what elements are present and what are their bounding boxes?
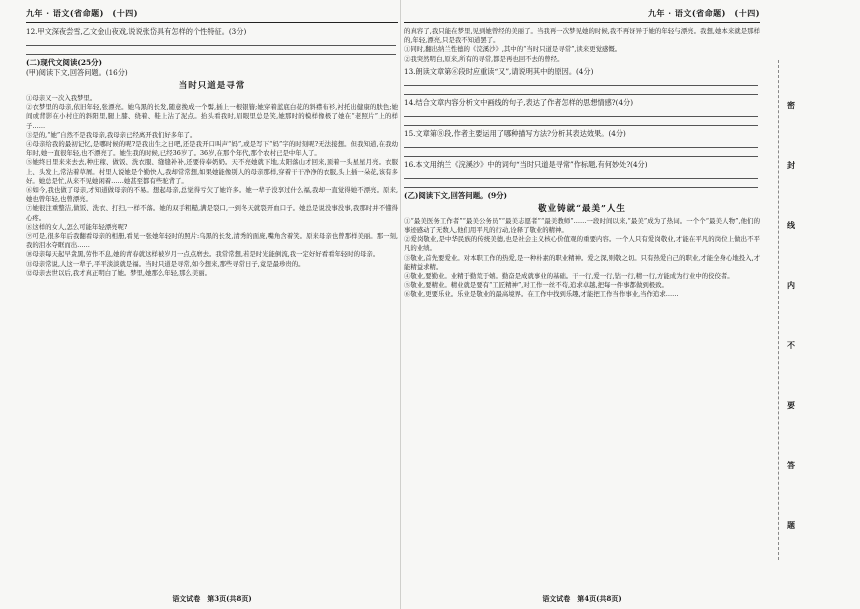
essay-paragraph: ⑪母亲常说,人这一辈子,平平淡淡就是福。当时只道是寻常,如今想来,那些寻常日子,竟是最珍贵的。 [26,259,305,268]
question-16: 16.本文用纳兰《浣溪沙》中的词句“当时只道是寻常”作标题,有何妙处?(4分) [404,159,648,169]
essay-paragraph: ⑥如今,我也做了母亲,才知道做母亲的不易。想起母亲,总觉得亏欠了她许多。她一辈子没享过什么福,我却一直觉得她不漂亮。原来,她也曾年轻,也曾漂亮。 [26,186,398,204]
sub-instruction: (甲)阅读下文,回答问题。(16分) [26,68,128,77]
left-page [26,8,398,604]
question-13: 13.朗读文章第⑥段时应重读“又”,请说明其中的原因。(4分) [404,66,594,76]
seal-char: 密 [787,100,795,110]
answer-line[interactable] [404,170,758,179]
essay2-title: 敬业铸就“最美”人生 [538,203,626,214]
essay2-paragraph: ①“最美医务工作者”“最美公务员”“最美志愿者”“最美教师”……一段时间以来,“最美”成为了热词。一个个“最美人物”,他们的事迹感动了无数人,他们用平凡的行动,诠释了敬业的精神。 [404,216,760,235]
seal-line-margin [778,60,800,560]
seal-char: 封 [787,160,795,170]
answer-line[interactable] [404,179,758,188]
answer-line[interactable] [404,139,758,148]
seal-char: 答 [787,460,795,470]
essay-paragraph: ⑦她很注重整洁,做饭、洗衣、打扫,一样不落。她的双手粗糙,满是裂口,一到冬天就裂开血口子。她总是说没事没事,我那时并不懂得心疼。 [26,204,398,222]
right-page [404,8,760,604]
essay-paragraph: ③是的,“她”自然不是我母亲,我母亲已经离开我们好多年了。 [26,130,197,139]
header-rule [404,22,760,23]
seal-char: 线 [787,220,795,230]
answer-line[interactable] [404,108,758,117]
essay-paragraph: ⑫母亲去世以后,我才真正明白了她。梦里,她那么年轻,那么美丽。 [26,268,212,277]
seal-char: 不 [787,340,795,350]
essay-paragraph: ①母亲又一次入我梦里。 [26,94,97,102]
continuation-paragraph: 的真容了,我只能在梦里,见到她曾经的美丽了。当我再一次梦见她的时候,我不再讶异于她的年轻与漂亮。我想,她本来就是那样的,年轻,漂亮,只是我不知道罢了。 [404,27,760,45]
essay-paragraph: ⑤她终日里来来去去,种庄稼、做饭、洗衣服、缝缝补补,还要侍奉奶奶。天不亮她就下地,太阳落山才回来,顶着一头星星月亮。衣服上、头发上,常沾着草屑。村里人说她是个勤快人,我却常常想,如果她能像别人的母亲那样,穿着干干净净的衣服,头上插一朵花,该有多好。她总是忙,从来不见她闲着……她甚至都有些驼背了。 [26,158,398,185]
continuation-paragraph: ②我突然明白,原来,所有的寻常,都是再也回不去的曾经。 [404,54,564,63]
question-15: 15.文章第⑧段,作者主要运用了哪种描写方法?分析其表达效果。(4分) [404,128,626,138]
seal-char: 内 [787,280,795,290]
answer-line[interactable] [404,117,758,126]
page-footer: 语文试卷 第3页(共8页) [172,594,252,603]
essay-paragraph: ②衣梦里的母亲,依旧年轻,张漂亮。她乌黑的长发,随意挽成一个髻,插上一根银簪;她穿着蓝底白花的斜襟布衫,衬托出健康的肤色;她间或背影在小村庄的斜阳里,腿上膝、绕着、鞋上沾了泥点。抬头看我时,眉眼里总是笑,她那时的模样像极了她在“老照片”上的样子…… [26,103,398,130]
page-footer: 语文试卷 第4页(共8页) [542,594,622,603]
question-14: 14.结合文章内容分析文中画线的句子,表达了作者怎样的思想情感?(4分) [404,97,634,107]
essay-paragraph: ④母亲给我的最初记忆,是哪时候的呢?是我出生之日吧,还是我开口叫声“妈”,或是写下“妈”字的时刻呢?无法接想。但我知道,在我幼年时,她一直很年轻,也不漂亮了。她生我的时候,已经36岁了。36岁,在那个年代,那个农村已是中年人了。 [26,140,398,158]
section-title: (二)现代文阅读(25分) [26,58,103,67]
continuation-paragraph: ①同时,翻出纳兰性德的《浣溪沙》,其中的“当时只道是寻常”,读来更觉感慨。 [404,45,622,54]
essay2-paragraph: ③敬业,首先要爱业。对本职工作的热爱,是一种朴素的职业精神。爱之深,则敬之切。只有热爱自己的职业,才能全身心地投入,才能精益求精。 [404,253,760,271]
right-page-header: 九年 · 语文(省命题) (十四) [648,8,760,18]
essay-title: 当时只道是寻常 [178,81,246,91]
question-12: 12.甲文深夜尝雪,乙文金山夜戏,说说张岱具有怎样的个性特征。(3分) [26,27,247,36]
essay-paragraph: ⑨可是,很多年后我翻看母亲的相册,看见一张她年轻时的照片:乌黑的长发,清秀的面庞,嘴角含着笑。原来母亲也曾那样美丽。那一刻,我的泪水夺眶而出…… [26,232,398,250]
sub-instruction-b: (乙)阅读下文,回答问题。(9分) [404,190,508,200]
answer-line[interactable] [26,46,396,55]
left-page-header: 九年 · 语文(省命题) (十四) [26,8,138,18]
essay-paragraph: ⑧这样的女人,怎么可能年轻漂亮呢? [26,222,128,231]
essay2-paragraph: ⑤敬业,要精业。精业就是要有“工匠精神”,对工作一丝不苟,追求卓越,把每一件事都做到极致。 [404,281,668,290]
fold-line [400,0,401,609]
answer-line[interactable] [404,86,758,95]
answer-line[interactable] [404,148,758,157]
answer-line[interactable] [26,37,396,46]
header-rule [26,22,398,23]
essay-paragraph: ⑩母亲每天起早贪黑,劳作不息,她的青春就这样被岁月一点点磨去。我常常想,若是时光能倒流,我一定好好看看年轻时的母亲。 [26,250,380,259]
seal-char: 题 [787,520,795,530]
essay2-paragraph: ④敬业,要勤业。业精于勤荒于嬉。勤奋是成就事业的基础。干一行,爱一行,钻一行,精一行,方能成为行业中的佼佼者。 [404,272,734,281]
answer-line[interactable] [404,77,758,86]
essay2-paragraph: ②爱岗敬业,是中华民族的传统美德,也是社会主义核心价值观的重要内容。一个人只有爱岗敬业,才能在平凡的岗位上做出不平凡的业绩。 [404,235,760,253]
essay2-paragraph: ⑥敬业,更要乐业。乐业是敬业的最高境界。在工作中找到乐趣,才能把工作当作事业,当作追求…… [404,290,679,299]
seal-char: 要 [787,400,795,410]
